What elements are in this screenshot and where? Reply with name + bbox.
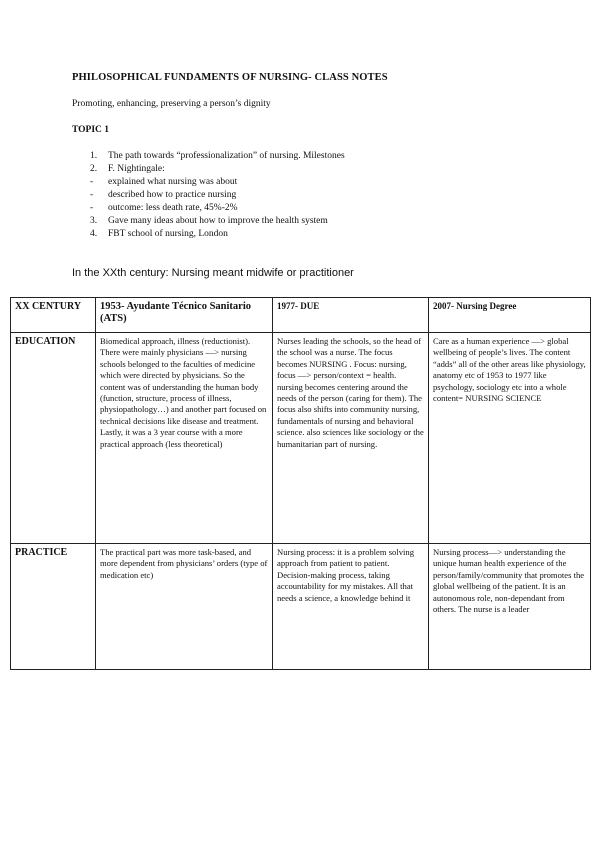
list-item	[90, 150, 345, 163]
list-item-text: described how to practice nursing	[108, 190, 237, 200]
document-subtitle: Promoting, enhancing, preserving a person’s dignity	[72, 99, 271, 109]
list-item	[90, 176, 345, 189]
education-degree-cell: Care as a human experience —> global wellbeing of people’s lives. The content “adds” all of the other areas like physiology, anatomy etc of 1953 to 1977 like psychology, sociology etc into a whole content= NURSING SCIENCE	[429, 333, 591, 544]
list-marker: -	[90, 177, 94, 187]
list-item	[90, 189, 345, 202]
document-title: PHILOSOPHICAL FUNDAMENTS OF NURSING- CLASS NOTES	[72, 72, 388, 83]
table-row-education	[11, 333, 591, 544]
list-item-text: Gave many ideas about how to improve the health system	[108, 216, 328, 226]
practice-due-cell: Nursing process: it is a problem solving approach from patient to patient. Decision-making process, taking accountability for my mistakes. All that needs a science, a knowledge behind it	[273, 544, 429, 670]
education-due-cell: Nurses leading the schools, so the head of the school was a nurse. The focus becomes NURSING . Focus: nursing, focus —> person/context = health. nursing becomes centering around the needs of the person (caring for them). The focus also shifts into community nursing, fundamentals of nursing and behavioral science. also sciences like sociology or the humanitarian part of nursing.	[273, 333, 429, 544]
topic-heading: TOPIC 1	[72, 125, 110, 135]
list-item-text: The path towards “professionalization” of nursing. Milestones	[108, 151, 345, 161]
header-ats-1953: 1953- Ayudante Técnico Sanitario (ATS)	[96, 298, 273, 333]
nursing-comparison-table	[10, 297, 591, 670]
list-item	[90, 215, 345, 228]
practice-ats-cell: The practical part was more task-based, and more dependent from physicians’ orders (type of medication etc)	[96, 544, 273, 670]
list-item	[90, 163, 345, 176]
header-due-1977: 1977- DUE	[273, 298, 429, 333]
list-marker: 4.	[90, 229, 98, 239]
list-item-text: F. Nightingale:	[108, 164, 165, 174]
education-ats-cell: Biomedical approach, illness (reductionist). There were mainly physicians —> nursing schools belonged to the faculties of medicine which were directed by physicians. So the content was of understanding the human body (function, structure, process of illness, physiopathology…) and another part focused on technical decisions like disease and treatment. Lastly, it was a 3 year course with a more practical approach (less theoretical)	[96, 333, 273, 544]
list-marker: 1.	[90, 151, 98, 161]
list-item	[90, 202, 345, 215]
row-label-education: EDUCATION	[11, 333, 96, 544]
list-marker: -	[90, 203, 94, 213]
list-item	[90, 228, 345, 241]
list-item-text: FBT school of nursing, London	[108, 229, 228, 239]
century-statement: In the XXth century: Nursing meant midwife or practitioner	[72, 267, 354, 279]
row-label-practice: PRACTICE	[11, 544, 96, 670]
table-row-practice	[11, 544, 591, 670]
header-xx-century: XX CENTURY	[11, 298, 96, 333]
list-item-text: outcome: less death rate, 45%-2%	[108, 203, 238, 213]
practice-degree-cell: Nursing process—> understanding the unique human health experience of the person/family/community that promotes the global wellbeing of the patient. It is an autonomous role, non-dependant from others. The nurse is a leader	[429, 544, 591, 670]
list-marker: 3.	[90, 216, 98, 226]
list-item-text: explained what nursing was about	[108, 177, 238, 187]
list-marker: 2.	[90, 164, 98, 174]
header-degree-2007: 2007- Nursing Degree	[429, 298, 591, 333]
list-marker: -	[90, 190, 94, 200]
milestones-list	[90, 150, 345, 241]
table-header-row	[11, 298, 591, 333]
